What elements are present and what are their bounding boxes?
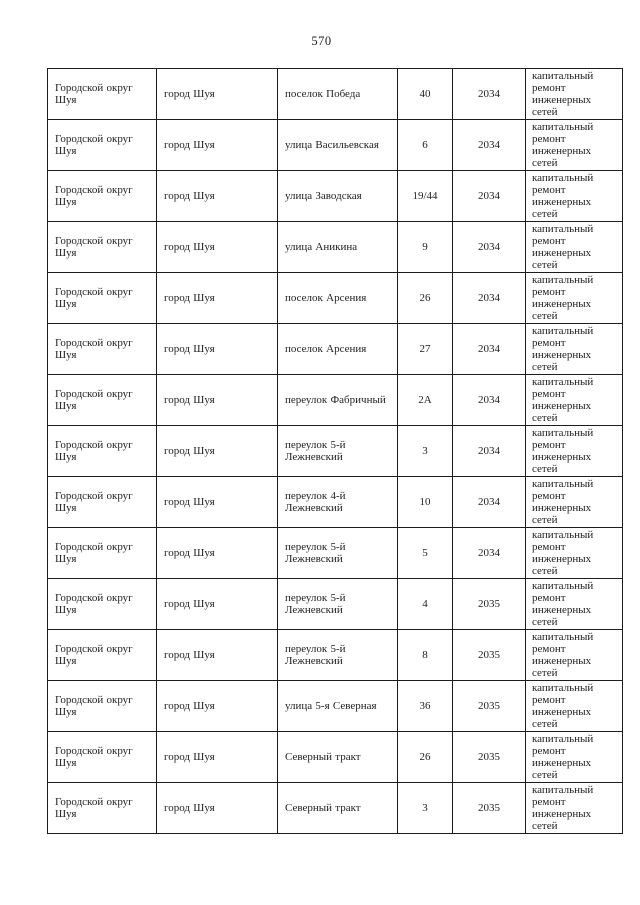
- table-row: [48, 273, 623, 324]
- cell-municipality: Городской округ Шуя: [48, 477, 157, 528]
- cell-work-type: капитальный ремонт инженерных сетей: [526, 375, 623, 426]
- cell-city: город Шуя: [157, 171, 278, 222]
- cell-municipality: Городской округ Шуя: [48, 273, 157, 324]
- table-row: [48, 579, 623, 630]
- cell-street: Северный тракт: [278, 783, 398, 834]
- cell-year: 2034: [453, 477, 526, 528]
- cell-work-type: капитальный ремонт инженерных сетей: [526, 120, 623, 171]
- cell-work-type: капитальный ремонт инженерных сетей: [526, 222, 623, 273]
- cell-city: город Шуя: [157, 579, 278, 630]
- cell-work-type: капитальный ремонт инженерных сетей: [526, 579, 623, 630]
- cell-street: переулок 5-й Лежневский: [278, 579, 398, 630]
- repair-schedule-table: [47, 68, 623, 834]
- cell-work-type: капитальный ремонт инженерных сетей: [526, 171, 623, 222]
- cell-year: 2034: [453, 375, 526, 426]
- cell-house-number: 3: [398, 783, 453, 834]
- cell-house-number: 19/44: [398, 171, 453, 222]
- cell-work-type: капитальный ремонт инженерных сетей: [526, 732, 623, 783]
- cell-work-type: капитальный ремонт инженерных сетей: [526, 477, 623, 528]
- cell-house-number: 4: [398, 579, 453, 630]
- cell-year: 2034: [453, 528, 526, 579]
- cell-municipality: Городской округ Шуя: [48, 783, 157, 834]
- cell-city: город Шуя: [157, 783, 278, 834]
- cell-year: 2034: [453, 222, 526, 273]
- cell-house-number: 8: [398, 630, 453, 681]
- cell-city: город Шуя: [157, 477, 278, 528]
- cell-street: поселок Арсения: [278, 273, 398, 324]
- cell-city: город Шуя: [157, 528, 278, 579]
- cell-work-type: капитальный ремонт инженерных сетей: [526, 69, 623, 120]
- cell-year: 2034: [453, 426, 526, 477]
- cell-city: город Шуя: [157, 681, 278, 732]
- cell-house-number: 26: [398, 273, 453, 324]
- cell-municipality: Городской округ Шуя: [48, 732, 157, 783]
- cell-house-number: 26: [398, 732, 453, 783]
- cell-city: город Шуя: [157, 120, 278, 171]
- cell-house-number: 6: [398, 120, 453, 171]
- cell-street: улица Заводская: [278, 171, 398, 222]
- cell-municipality: Городской округ Шуя: [48, 222, 157, 273]
- cell-house-number: 40: [398, 69, 453, 120]
- cell-municipality: Городской округ Шуя: [48, 171, 157, 222]
- table-row: [48, 630, 623, 681]
- cell-municipality: Городской округ Шуя: [48, 324, 157, 375]
- cell-city: город Шуя: [157, 222, 278, 273]
- cell-work-type: капитальный ремонт инженерных сетей: [526, 630, 623, 681]
- cell-work-type: капитальный ремонт инженерных сетей: [526, 783, 623, 834]
- cell-street: переулок Фабричный: [278, 375, 398, 426]
- table-row: [48, 477, 623, 528]
- table-row: [48, 375, 623, 426]
- cell-year: 2035: [453, 783, 526, 834]
- cell-year: 2035: [453, 732, 526, 783]
- cell-city: город Шуя: [157, 630, 278, 681]
- cell-house-number: 27: [398, 324, 453, 375]
- cell-municipality: Городской округ Шуя: [48, 375, 157, 426]
- cell-work-type: капитальный ремонт инженерных сетей: [526, 528, 623, 579]
- table-row: [48, 120, 623, 171]
- cell-house-number: 2А: [398, 375, 453, 426]
- cell-city: город Шуя: [157, 426, 278, 477]
- table-row: [48, 426, 623, 477]
- cell-street: улица Аникина: [278, 222, 398, 273]
- cell-municipality: Городской округ Шуя: [48, 69, 157, 120]
- cell-year: 2035: [453, 630, 526, 681]
- cell-municipality: Городской округ Шуя: [48, 579, 157, 630]
- cell-house-number: 5: [398, 528, 453, 579]
- table-row: [48, 222, 623, 273]
- table-row: [48, 783, 623, 834]
- cell-street: поселок Победа: [278, 69, 398, 120]
- table-row: [48, 528, 623, 579]
- cell-work-type: капитальный ремонт инженерных сетей: [526, 324, 623, 375]
- table-row: [48, 69, 623, 120]
- cell-year: 2035: [453, 681, 526, 732]
- cell-municipality: Городской округ Шуя: [48, 120, 157, 171]
- cell-city: город Шуя: [157, 273, 278, 324]
- table-row: [48, 732, 623, 783]
- cell-year: 2034: [453, 273, 526, 324]
- cell-city: город Шуя: [157, 732, 278, 783]
- cell-street: переулок 5-й Лежневский: [278, 426, 398, 477]
- cell-street: переулок 5-й Лежневский: [278, 528, 398, 579]
- cell-municipality: Городской округ Шуя: [48, 528, 157, 579]
- cell-work-type: капитальный ремонт инженерных сетей: [526, 273, 623, 324]
- cell-house-number: 3: [398, 426, 453, 477]
- cell-year: 2034: [453, 324, 526, 375]
- cell-street: улица Васильевская: [278, 120, 398, 171]
- cell-house-number: 9: [398, 222, 453, 273]
- cell-city: город Шуя: [157, 324, 278, 375]
- cell-house-number: 10: [398, 477, 453, 528]
- cell-city: город Шуя: [157, 69, 278, 120]
- cell-work-type: капитальный ремонт инженерных сетей: [526, 681, 623, 732]
- cell-street: Северный тракт: [278, 732, 398, 783]
- cell-work-type: капитальный ремонт инженерных сетей: [526, 426, 623, 477]
- cell-municipality: Городской округ Шуя: [48, 630, 157, 681]
- cell-street: улица 5-я Северная: [278, 681, 398, 732]
- cell-street: поселок Арсения: [278, 324, 398, 375]
- cell-house-number: 36: [398, 681, 453, 732]
- cell-city: город Шуя: [157, 375, 278, 426]
- cell-municipality: Городской округ Шуя: [48, 681, 157, 732]
- cell-year: 2035: [453, 579, 526, 630]
- cell-street: переулок 5-й Лежневский: [278, 630, 398, 681]
- table-row: [48, 681, 623, 732]
- table-row: [48, 324, 623, 375]
- cell-year: 2034: [453, 171, 526, 222]
- table-row: [48, 171, 623, 222]
- page-number: 570: [311, 34, 332, 48]
- cell-year: 2034: [453, 69, 526, 120]
- cell-street: переулок 4-й Лежневский: [278, 477, 398, 528]
- cell-municipality: Городской округ Шуя: [48, 426, 157, 477]
- cell-year: 2034: [453, 120, 526, 171]
